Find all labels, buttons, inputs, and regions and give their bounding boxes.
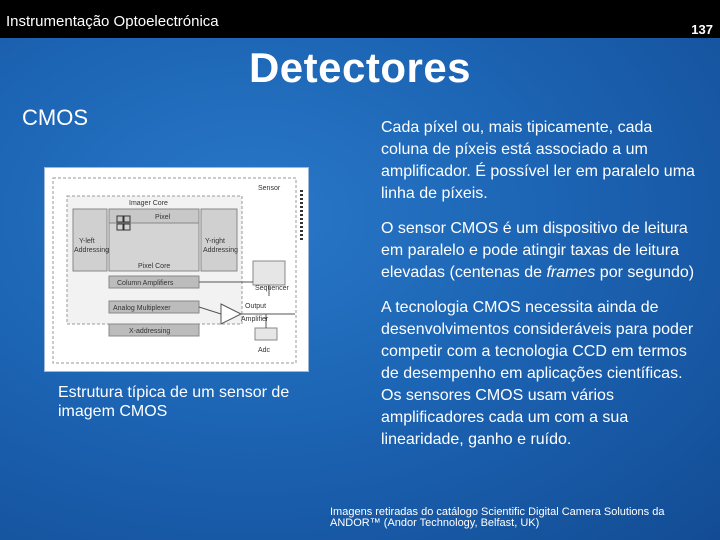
label-y-right: Y-right	[205, 238, 225, 245]
label-x-addressing: X-addressing	[129, 328, 171, 335]
paragraph-technology: A tecnologia CMOS necessita ainda de desenvolvimentos consideráveis para poder competir com a tecnologia CCD em termos de desempenho em aplicações científicas. Os sensores CMOS usam vários amplificadores cada um com a sua linearidade, ganho e ruído.	[381, 299, 694, 448]
label-addressing-left: Addressing	[74, 247, 110, 254]
adc-block	[255, 328, 277, 340]
label-analog-multiplexer: Analog Multiplexer	[113, 305, 171, 312]
cmos-sensor-diagram	[45, 168, 308, 371]
label-output: Output	[245, 303, 267, 310]
sensor-pins	[300, 190, 303, 240]
sequencer-block	[253, 261, 285, 285]
paragraph2-text-end: por segundo)	[595, 264, 695, 281]
paragraph-amplifiers: Cada píxel ou, mais tipicamente, cada coluna de píxeis está associado a um amplificador. É possível ler em paralelo uma linha de píxeis.	[381, 119, 695, 202]
section-label: CMOS	[22, 105, 88, 130]
body-text	[381, 117, 696, 464]
paragraph2-emphasis: frames	[546, 264, 596, 281]
label-amplifier: Amplifier	[241, 316, 269, 323]
label-imager-core: Imager Core	[129, 200, 168, 207]
course-title: Instrumentação Optoelectrónica	[6, 13, 219, 30]
label-pixel-core: Pixel Core	[138, 263, 171, 270]
header-bar	[0, 0, 720, 38]
figure-caption: Estrutura típica de um sensor de imagem CMOS	[58, 384, 290, 420]
label-adc: Adc	[258, 347, 271, 354]
paragraph-parallel-readout	[381, 218, 696, 284]
label-y-left: Y-left	[79, 238, 95, 245]
label-sensor: Sensor	[258, 185, 281, 192]
label-pixel: Pixel	[155, 214, 171, 221]
page-number: 137	[691, 22, 713, 37]
paragraph2-text: O sensor CMOS é um dispositivo de leitura em paralelo e pode atingir taxas de leitura elevadas (centenas de	[381, 220, 688, 281]
label-sequencer: Sequencer	[255, 285, 289, 292]
label-addressing-right: Addressing	[203, 247, 239, 254]
label-column-amplifiers: Column Amplifiers	[117, 280, 174, 287]
slide-title: Detectores	[248, 44, 472, 91]
cmos-diagram-figure	[44, 167, 309, 372]
image-source-note: Imagens retiradas do catálogo Scientific Digital Camera Solutions da ANDOR™ (Andor Technology, Belfast, UK)	[330, 506, 665, 529]
